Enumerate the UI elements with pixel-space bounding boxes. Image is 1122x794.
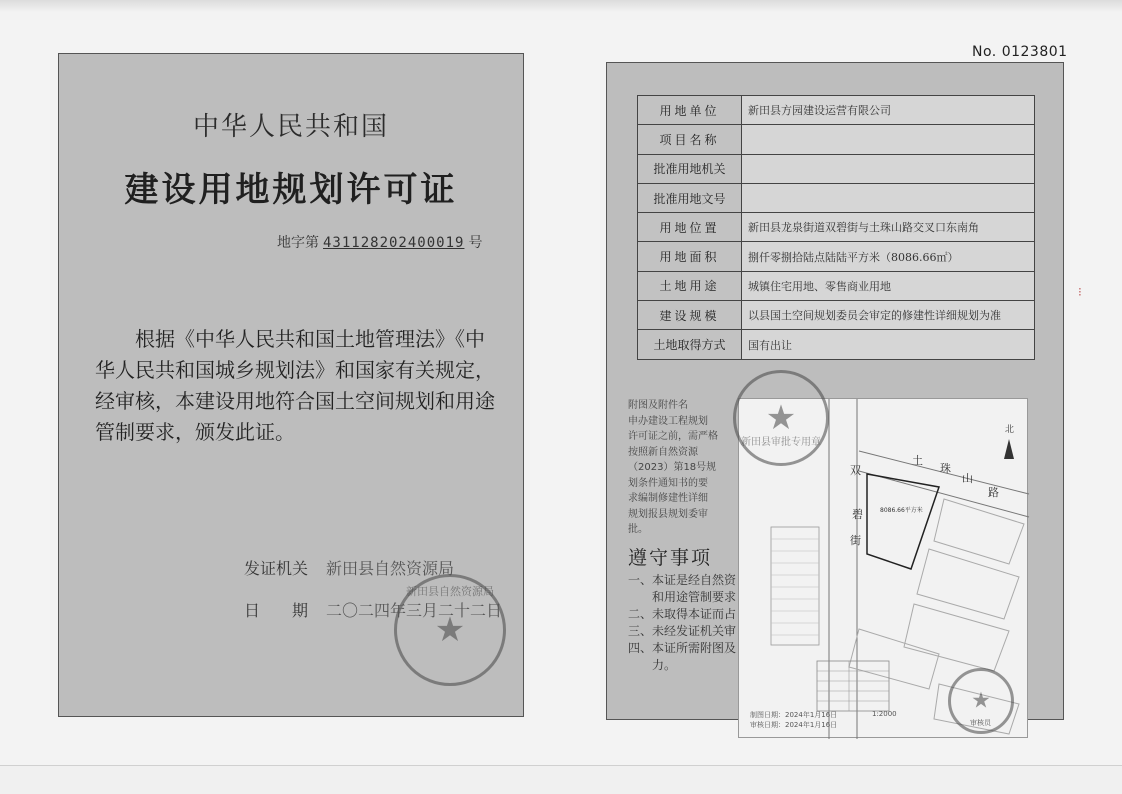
table-row: [638, 271, 1035, 300]
row-value: 城镇住宅用地、零售商业用地: [742, 271, 1035, 300]
serial-number: No. 0123801: [972, 44, 1068, 60]
issuer-row: [244, 556, 454, 579]
land-info-table: [637, 95, 1035, 360]
certificate-cover-panel: [58, 53, 524, 717]
seal-star-icon: ★: [971, 688, 991, 714]
attachment-line: 求编制修建性详细: [628, 493, 708, 504]
scan-edge-top: [0, 0, 1122, 12]
road-label: 路: [988, 486, 999, 499]
road-label: 珠: [940, 462, 951, 475]
north-arrow-label: 北: [1005, 425, 1015, 435]
row-value: [742, 183, 1035, 212]
permit-suffix: 号: [468, 235, 483, 251]
row-value: 以县国土空间规划委员会审定的修建性详细规划为准: [742, 301, 1035, 330]
permit-number-line: [277, 232, 482, 252]
row-label: 项目名称: [638, 125, 742, 154]
attachment-line: 划条件通知书的要: [628, 477, 708, 489]
attachment-line: 申办建设工程规划: [628, 415, 708, 427]
approval-seal-text: 新田县审批专用章: [741, 437, 821, 448]
approval-seal-stamp: [733, 370, 829, 466]
road-label: 土: [912, 454, 923, 467]
table-row: [638, 330, 1035, 359]
road-label: 山: [962, 472, 973, 485]
table-row: [638, 242, 1035, 271]
table-row: [638, 96, 1035, 125]
notice-title: 遵守事项: [628, 547, 713, 569]
notice-item: 二、未取得本证而占: [628, 607, 737, 621]
issuer-label: 发证机关: [244, 559, 309, 578]
date-value: 二〇二四年三月二十二日: [326, 601, 503, 620]
issuer-seal-text: 新田县自然资源局: [406, 585, 494, 598]
attachment-line: 按照新自然资源: [628, 446, 698, 458]
row-value: [742, 154, 1035, 183]
road-label: 碧: [852, 508, 863, 521]
issuer-seal-stamp: [394, 574, 506, 686]
map-made-date: 制图日期：2024年1月16日: [750, 711, 838, 719]
scan-edge-bottom: [0, 765, 1122, 794]
date-label: 日 期: [244, 601, 309, 620]
row-label: 批准用地文号: [638, 183, 742, 212]
row-label: 土地用途: [638, 271, 742, 300]
notice-item: 和用途管制要求: [628, 590, 737, 604]
road-label: 双: [850, 464, 861, 477]
row-label: 用地面积: [638, 242, 742, 271]
attachment-line: 规划报县规划委审: [628, 508, 708, 520]
attachment-line: 附图及附件名: [628, 400, 688, 411]
notice-list: [628, 572, 740, 672]
map-checker: 审核员: [970, 719, 991, 727]
permit-title: 建设用地规划许可证: [124, 170, 458, 210]
notice-item: 一、本证是经自然资: [628, 573, 737, 587]
row-label: 批准用地机关: [638, 154, 742, 183]
seal-star-icon: ★: [434, 610, 466, 650]
row-value: 国有出让: [742, 330, 1035, 359]
row-value: 新田县方园建设运营有限公司: [742, 96, 1035, 125]
table-row: [638, 301, 1035, 330]
permit-prefix: 地字第: [277, 235, 319, 251]
attachment-notes: [628, 398, 743, 535]
country-name: 中华人民共和国: [192, 112, 389, 142]
row-value: [742, 125, 1035, 154]
row-label: 土地取得方式: [638, 330, 742, 359]
notice-item: 四、本证所需附图及: [628, 641, 737, 655]
issuer-value: 新田县自然资源局: [326, 559, 455, 578]
attachment-line: 许可证之前，需严格: [628, 431, 718, 442]
site-area-label: 8086.66平方米: [880, 507, 923, 514]
attachment-line: 批。: [628, 524, 648, 535]
permit-body-text: 根据《中华人民共和国土地管理法》《中华人民共和国城乡规划法》和国家有关规定，经审核，本建设用地符合国土空间规划和用途管制要求，颁发此证。: [95, 327, 495, 444]
row-value: 捌仟零捌拾陆点陆陆平方米（8086.66㎡）: [742, 242, 1035, 271]
map-checked-date: 审核日期：2024年1月16日: [750, 721, 838, 729]
map-dates: [750, 710, 837, 730]
map-seal-stamp: [948, 668, 1014, 734]
table-row: [638, 213, 1035, 242]
notice-item: 力。: [628, 658, 677, 672]
table-row: [638, 183, 1035, 212]
table-row: [638, 154, 1035, 183]
road-label: 街: [850, 534, 861, 547]
seal-star-icon: ★: [765, 398, 797, 438]
attachment-line: （2023）第18号规: [628, 462, 717, 473]
row-label: 用地单位: [638, 96, 742, 125]
table-row: [638, 125, 1035, 154]
date-row: [244, 598, 502, 621]
row-value: 新田县龙泉街道双碧街与土珠山路交叉口东南角: [742, 213, 1035, 242]
permit-number: 431128202400019: [323, 235, 465, 251]
map-scale: 1:2000: [872, 710, 897, 718]
row-label: 建设规模: [638, 301, 742, 330]
row-label: 用地位置: [638, 213, 742, 242]
scan-marks: ⁝: [1078, 285, 1082, 299]
notice-item: 三、未经发证机关审: [628, 624, 737, 638]
